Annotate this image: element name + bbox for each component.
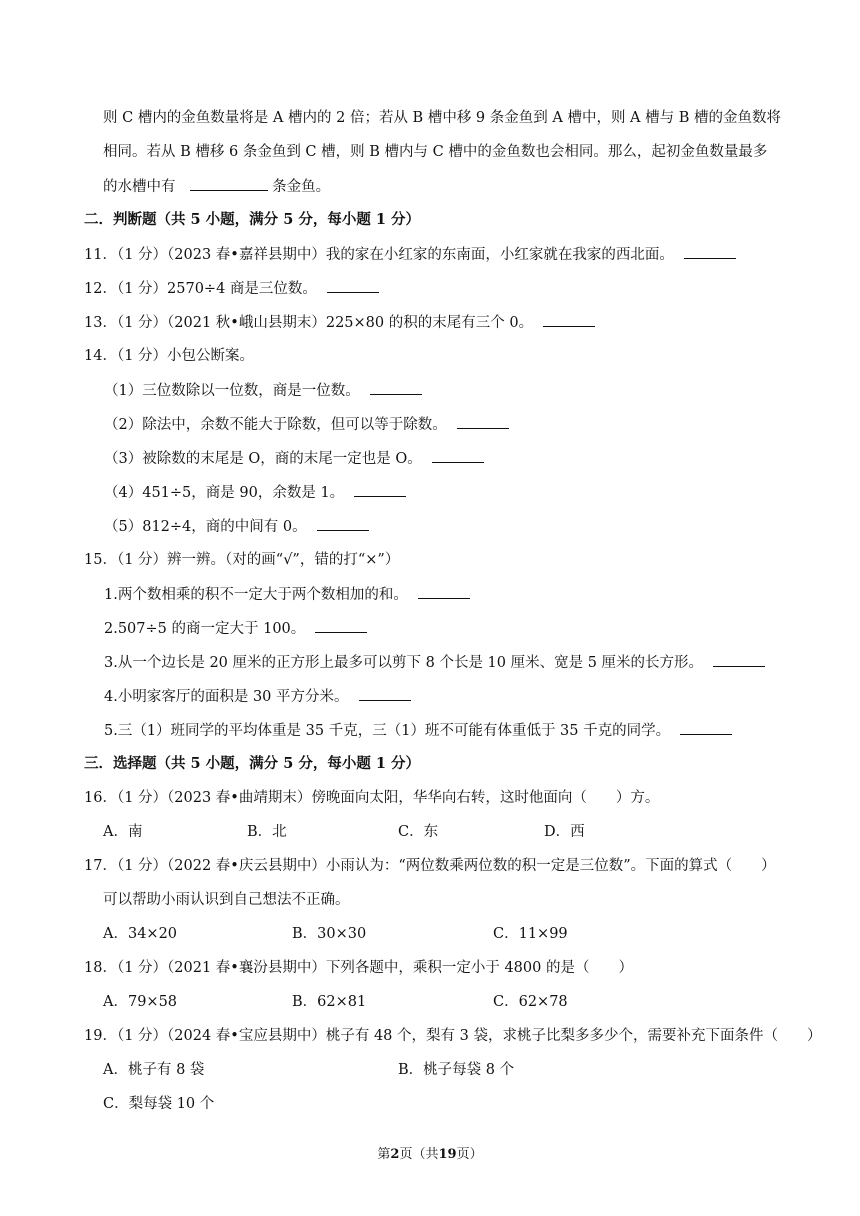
page-footer — [0, 1146, 860, 1164]
answer-blank-q12[interactable] — [327, 278, 379, 293]
footer-post: 页） — [456, 1147, 483, 1162]
question-14-2 — [104, 414, 509, 435]
intro-line-2: 相同。若从 B 槽移 6 条金鱼到 C 槽，则 B 槽内与 C 槽中的金鱼数也会相同。那么，起初金鱼数量最多 — [103, 144, 768, 160]
q17-option-c[interactable]: C．11×99 — [493, 926, 568, 942]
section-2-title: 二．判断题（共 5 小题，满分 5 分，每小题 1 分） — [84, 211, 421, 228]
section-3-title: 三．选择题（共 5 小题，满分 5 分，每小题 1 分） — [84, 755, 421, 772]
answer-blank-q11[interactable] — [684, 244, 736, 259]
answer-blank-q15-2[interactable] — [315, 618, 367, 633]
question-15-2-text: 2.507÷5 的商一定大于 100。 — [104, 621, 306, 637]
intro-line-3-pre: 的水槽中有 — [103, 179, 176, 195]
question-11-text: 11．（1 分）（2023 春•嘉祥县期中）我的家在小红家的东南面，小红家就在我家的西北面。 — [84, 247, 674, 263]
question-15-3-text: 3.从一个边长是 20 厘米的正方形上最多可以剪下 8 个长是 10 厘米、宽是 5 厘米的长方形。 — [104, 655, 704, 671]
question-12 — [84, 278, 379, 299]
question-12-text: 12．（1 分）2570÷4 商是三位数。 — [84, 281, 317, 297]
answer-blank-q14-5[interactable] — [317, 516, 369, 531]
question-15-5 — [104, 720, 732, 741]
answer-blank-q14-4[interactable] — [354, 482, 406, 497]
question-15-2 — [104, 618, 367, 639]
q17-option-b[interactable]: B．30×30 — [292, 926, 367, 942]
question-14-5 — [104, 516, 369, 537]
answer-blank-q14-2[interactable] — [457, 414, 509, 429]
q17-option-a[interactable]: A．34×20 — [103, 926, 178, 942]
question-14-4-text: （4）451÷5，商是 90，余数是 1。 — [104, 485, 345, 501]
q19-option-a[interactable]: A．桃子有 8 袋 — [103, 1062, 205, 1078]
q19-option-c[interactable]: C．梨每袋 10 个 — [103, 1096, 215, 1112]
question-17-line-1: 17．（1 分）（2022 春•庆云县期中）小雨认为：“两位数乘两位数的积一定是三位数”。下面的算式（ ） — [84, 858, 776, 874]
answer-blank-q10[interactable] — [190, 176, 268, 191]
question-16: 16．（1 分）（2023 春•曲靖期末）傍晚面向太阳，华华向右转，这时他面向（ ）方。 — [84, 790, 660, 806]
question-14-1-text: （1）三位数除以一位数，商是一位数。 — [104, 383, 360, 399]
question-14-3 — [104, 448, 484, 469]
answer-blank-q15-3[interactable] — [713, 652, 765, 667]
q16-option-d[interactable]: D．西 — [544, 824, 585, 840]
answer-blank-q13[interactable] — [543, 312, 595, 327]
answer-blank-q15-5[interactable] — [680, 720, 732, 735]
question-15-1 — [104, 584, 470, 605]
q19-option-b[interactable]: B．桃子每袋 8 个 — [398, 1062, 515, 1078]
question-15-3 — [104, 652, 765, 673]
footer-page-number: 2 — [390, 1147, 400, 1162]
question-17-line-2: 可以帮助小雨认识到自己想法不正确。 — [103, 892, 350, 908]
q18-option-b[interactable]: B．62×81 — [292, 994, 367, 1010]
intro-line-3 — [103, 176, 330, 197]
q18-option-c[interactable]: C．62×78 — [493, 994, 568, 1010]
question-15-4 — [104, 686, 411, 707]
question-15: 15．（1 分）辨一辨。（对的画“√”，错的打“×”） — [84, 552, 400, 568]
question-14-1 — [104, 380, 422, 401]
question-15-5-text: 5.三（1）班同学的平均体重是 35 千克，三（1）班不可能有体重低于 35 千克的同学。 — [104, 723, 671, 739]
answer-blank-q14-3[interactable] — [432, 448, 484, 463]
question-14-4 — [104, 482, 406, 503]
question-13-text: 13．（1 分）（2021 秋•峨山县期末）225×80 的积的末尾有三个 0。 — [84, 315, 534, 331]
intro-line-3-post: 条金鱼。 — [272, 179, 331, 195]
question-11 — [84, 244, 736, 265]
footer-pre: 第 — [377, 1147, 391, 1162]
q16-option-b[interactable]: B．北 — [247, 824, 287, 840]
question-14-5-text: （5）812÷4，商的中间有 0。 — [104, 519, 307, 535]
footer-total-pages: 19 — [438, 1147, 457, 1162]
question-13 — [84, 312, 595, 333]
question-14: 14．（1 分）小包公断案。 — [84, 348, 255, 364]
answer-blank-q14-1[interactable] — [370, 380, 422, 395]
intro-line-1: 则 C 槽内的金鱼数量将是 A 槽内的 2 倍；若从 B 槽中移 9 条金鱼到 A 槽中，则 A 槽与 B 槽的金鱼数将 — [103, 110, 782, 126]
question-18: 18．（1 分）（2021 春•襄汾县期中）下列各题中，乘积一定小于 4800 的是（ ） — [84, 960, 633, 976]
question-14-3-text: （3）被除数的末尾是 O，商的末尾一定也是 O。 — [104, 451, 422, 467]
question-15-1-text: 1.两个数相乘的积不一定大于两个数相加的和。 — [104, 587, 408, 603]
q18-option-a[interactable]: A．79×58 — [103, 994, 178, 1010]
question-15-4-text: 4.小明家客厅的面积是 30 平方分米。 — [104, 689, 349, 705]
answer-blank-q15-4[interactable] — [359, 686, 411, 701]
q16-option-c[interactable]: C．东 — [398, 824, 439, 840]
question-19: 19．（1 分）（2024 春•宝应县期中）桃子有 48 个，梨有 3 袋，求桃子比梨多多少个，需要补充下面条件（ ） — [84, 1028, 822, 1044]
question-14-2-text: （2）除法中，余数不能大于除数，但可以等于除数。 — [104, 417, 447, 433]
answer-blank-q15-1[interactable] — [418, 584, 470, 599]
q16-option-a[interactable]: A．南 — [103, 824, 143, 840]
footer-mid: 页（共 — [399, 1147, 439, 1162]
